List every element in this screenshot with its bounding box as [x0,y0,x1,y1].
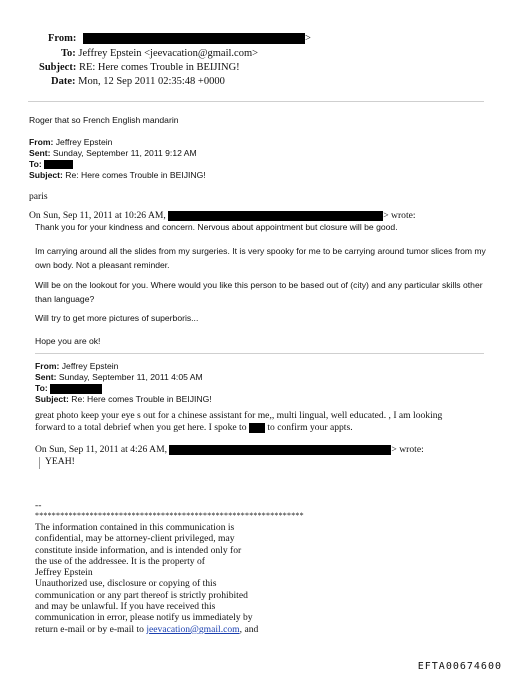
quote1-para5: Hope you are ok! [35,336,101,346]
signature-stars: **************************************************************** [35,511,304,520]
header-date-row [51,76,225,87]
signature-line: Jeffrey Epstein [35,567,93,579]
quote1-divider [35,353,484,354]
redacted-name [249,423,265,433]
header-to-row [61,48,258,59]
header-divider [28,101,484,102]
msg1-to-row: To: [29,158,206,170]
quote2-bar [39,457,40,469]
msg2-body-line1: great photo keep your eye s out for a chinese assistant for me,, multi lingual, well educated. , I am looking [35,410,443,421]
to-label: To: [61,48,76,59]
date-value: Mon, 12 Sep 2011 02:35:48 +0000 [78,76,225,87]
from-label: From: [48,33,77,44]
signature-line: The information contained in this communication is [35,522,235,533]
signature-dashes: -- [35,500,42,511]
msg2-body-line2: forward to a total debrief when you get here. I spoke to to confirm your appts. [35,422,353,433]
redacted-quote2-sender [169,445,391,455]
msg2-from-row: From: Jeffrey Epstein [35,361,119,371]
subject-label: Subject: [39,62,77,73]
redacted-from [83,33,305,44]
quote1-intro-row: On Sun, Sep 11, 2011 at 10:26 AM, > wrote: [29,210,416,221]
to-value: Jeffrey Epstein <jeevacation@gmail.com> [78,48,259,59]
msg2-sent-row: Sent: Sunday, September 11, 2011 4:05 AM [35,372,203,382]
signature-line: Unauthorized use, disclosure or copying of this [35,578,217,590]
quote2-intro-row: On Sun, Sep 11, 2011 at 4:26 AM, > wrote: [35,444,424,455]
redacted-quote1-sender [168,211,383,221]
quote1-para2: Im carrying around all the slides from my surgeries. It is very spooky for me to be carrying around tumor slices from my own body. Not a pleasant reminder. [35,246,486,270]
email-link[interactable]: jeevacation@gmail.com [146,623,240,635]
signature-line: communication in error, please notify us immediately by [35,612,253,624]
signature-line: and may be unlawful. If you have received this [35,601,216,613]
header-subject-row [39,62,240,73]
from-suffix: > [305,33,311,44]
signature-line: confidential, may be attorney-client privileged, may [35,533,235,545]
redacted-to [44,160,73,169]
signature-last-line: return e-mail or by e-mail to jeevacation@gmail.com, and [35,623,259,635]
msg2-to-row: To: [35,382,212,394]
quote1-para4: Will try to get more pictures of superboris... [35,313,199,323]
subject-value: RE: Here comes Trouble in BEIJING! [78,62,240,73]
quote2-text: YEAH! [45,456,75,467]
msg1-from-row: From: Jeffrey Epstein [29,137,113,147]
top-reply: Roger that so French English mandarin [29,115,179,125]
header-from-row [48,33,311,44]
signature-block [35,522,258,635]
quote1-line1: Thank you for your kindness and concern. Nervous about appointment but closure will be good. [35,222,398,232]
date-label: Date: [51,76,76,87]
msg1-headers [29,136,206,181]
signature-line: the use of the addressee. It is the property of [35,555,205,567]
document-id: EFTA00674600 [417,661,502,672]
msg1-body: paris [29,191,48,202]
signature-line: constitute inside information, and is intended only for [35,544,242,556]
msg2-headers [35,360,212,405]
quote1-para3: Will be on the lookout for you. Where would you like this person to be based out of (city) and any particular skills other than language? [35,280,483,304]
msg2-subject-row: Subject: Re: Here comes Trouble in BEIJING! [35,394,212,404]
msg1-subject-row: Subject: Re: Here comes Trouble in BEIJING! [29,170,206,180]
msg1-sent-row: Sent: Sunday, September 11, 2011 9:12 AM [29,148,197,158]
signature-line: communication or any part thereof is strictly prohibited [35,589,248,601]
